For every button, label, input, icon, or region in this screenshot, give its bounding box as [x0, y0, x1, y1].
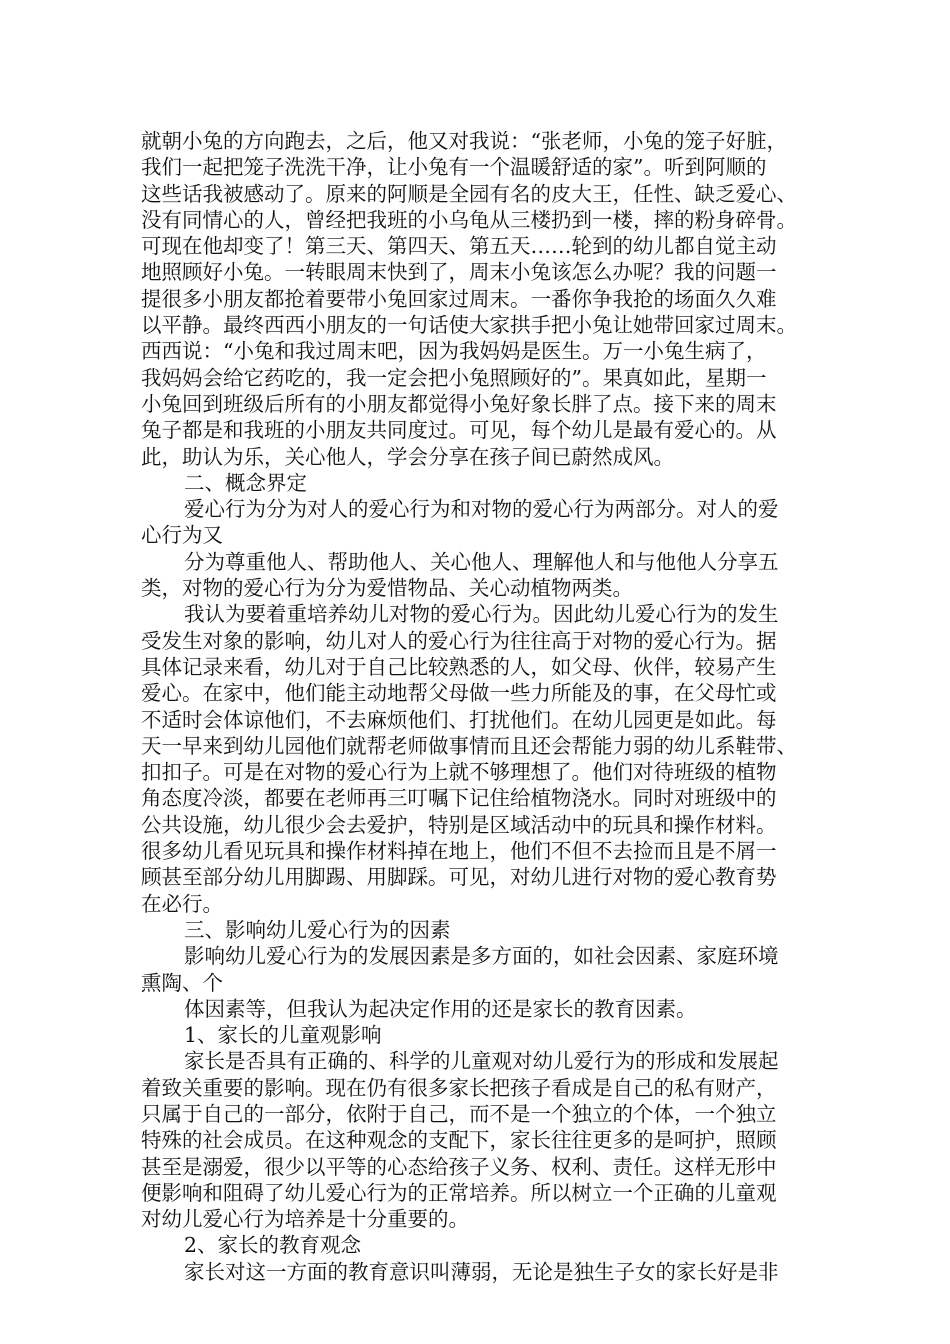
text-line: 熏陶、个 [141, 970, 223, 995]
text-line: 只属于自己的一部分，依附于自己，而不是一个独立的个体，一个独立 [141, 1101, 777, 1126]
text-line: 爱心。在家中，他们能主动地帮父母做一些力所能及的事，在父母忙或 [141, 681, 777, 706]
text-line: 便影响和阻碍了幼儿爱心行为的正常培养。所以树立一个正确的儿童观 [141, 1180, 777, 1205]
text-line: 没有同情心的人，曾经把我班的小乌龟从三楼扔到一楼，摔的粉身碎骨。 [141, 207, 797, 232]
text-line: 就朝小兔的方向跑去，之后，他又对我说：“张老师，小兔的笼子好脏， [141, 129, 787, 153]
text-line: 体因素等，但我认为起决定作用的还是家长的教育因素。 [184, 996, 697, 1021]
text-line: 我们一起把笼子洗洗干净，让小兔有一个温暖舒适的家”。听到阿顺的 [141, 155, 767, 180]
text-line: 类，对物的爱心行为分为爱惜物品、关心动植物两类。 [141, 576, 633, 601]
text-line: 分为尊重他人、帮助他人、关心他人、理解他人和与他他人分享五 [184, 549, 779, 574]
text-line: 甚至是溺爱，很少以平等的心态给孩子义务、权利、责任。这样无形中 [141, 1154, 777, 1179]
text-line: 2、家长的教育观念 [184, 1233, 362, 1258]
text-line: 提很多小朋友都抢着要带小兔回家过周末。一番你争我抢的场面久久难 [141, 286, 777, 311]
text-line: 兔子都是和我班的小朋友共同度过。可见，每个幼儿是最有爱心的。从 [141, 418, 777, 443]
text-line: 西西说：“小兔和我过周末吧，因为我妈妈是医生。万一小兔生病了， [141, 339, 767, 364]
text-line: 家长对这一方面的教育意识叫薄弱，无论是独生子女的家长好是非 [184, 1259, 779, 1284]
text-line: 以平静。最终西西小朋友的一句话使大家拱手把小兔让她带回家过周末。 [141, 313, 797, 338]
text-line: 对幼儿爱心行为培养是十分重要的。 [141, 1207, 469, 1232]
text-line: 我认为要着重培养幼儿对物的爱心行为。因此幼儿爱心行为的发生 [184, 602, 779, 627]
text-line: 此，助认为乐，关心他人，学会分享在孩子间已蔚然成风。 [141, 444, 674, 469]
text-line: 我妈妈会给它药吃的，我一定会把小兔照顾好的”。果真如此，星期一 [141, 365, 767, 390]
text-line: 这些话我被感动了。原来的阿顺是全园有名的皮大王，任性、缺乏爱心、 [141, 181, 797, 206]
text-line: 公共设施，幼儿很少会去爱护，特别是区域活动中的玩具和操作材料。 [141, 812, 777, 837]
text-line: 着致关重要的影响。现在仍有很多家长把孩子看成是自己的私有财产， [141, 1075, 777, 1100]
text-line: 二、概念界定 [184, 470, 307, 495]
text-line: 特殊的社会成员。在这种观念的支配下，家长往往更多的是呵护，照顾 [141, 1128, 777, 1153]
text-line: 扣扣子。可是在对物的爱心行为上就不够理想了。他们对待班级的植物 [141, 760, 777, 785]
text-line: 不适时会体谅他们，不去麻烦他们、打扰他们。在幼儿园更是如此。每 [141, 707, 777, 732]
text-line: 三、影响幼儿爱心行为的因素 [184, 917, 451, 942]
text-line: 小兔回到班级后所有的小朋友都觉得小兔好象长胖了点。接下来的周末 [141, 391, 777, 416]
text-line: 影响幼儿爱心行为的发展因素是多方面的，如社会因素、家庭环境 [184, 944, 779, 969]
document-body [141, 128, 821, 1285]
text-line: 角态度冷淡，都要在老师再三叮嘱下记住给植物浇水。同时对班级中的 [141, 786, 777, 811]
text-line: 很多幼儿看见玩具和操作材料掉在地上，他们不但不去捡而且是不屑一 [141, 839, 777, 864]
text-line: 家长是否具有正确的、科学的儿童观对幼儿爱行为的形成和发展起 [184, 1049, 779, 1074]
text-line: 地照顾好小兔。一转眼周末快到了，周末小兔该怎么办呢？我的问题一 [141, 260, 777, 285]
text-line: 顾甚至部分幼儿用脚踢、用脚踩。可见，对幼儿进行对物的爱心教育势 [141, 865, 777, 890]
text-line: 受发生对象的影响，幼儿对人的爱心行为往往高于对物的爱心行为。据 [141, 628, 777, 653]
text-line: 在必行。 [141, 891, 223, 916]
text-line: 1、家长的儿童观影响 [184, 1023, 382, 1048]
text-line: 心行为又 [141, 523, 223, 548]
text-line: 爱心行为分为对人的爱心行为和对物的爱心行为两部分。对人的爱 [184, 497, 779, 522]
text-line: 可现在他却变了！第三天、第四天、第五天……轮到的幼儿都自觉主动 [141, 234, 777, 259]
text-line: 具体记录来看，幼儿对于自己比较熟悉的人，如父母、伙伴，较易产生 [141, 654, 777, 679]
text-line: 天一早来到幼儿园他们就帮老师做事情而且还会帮能力弱的幼儿系鞋带、 [141, 733, 797, 758]
